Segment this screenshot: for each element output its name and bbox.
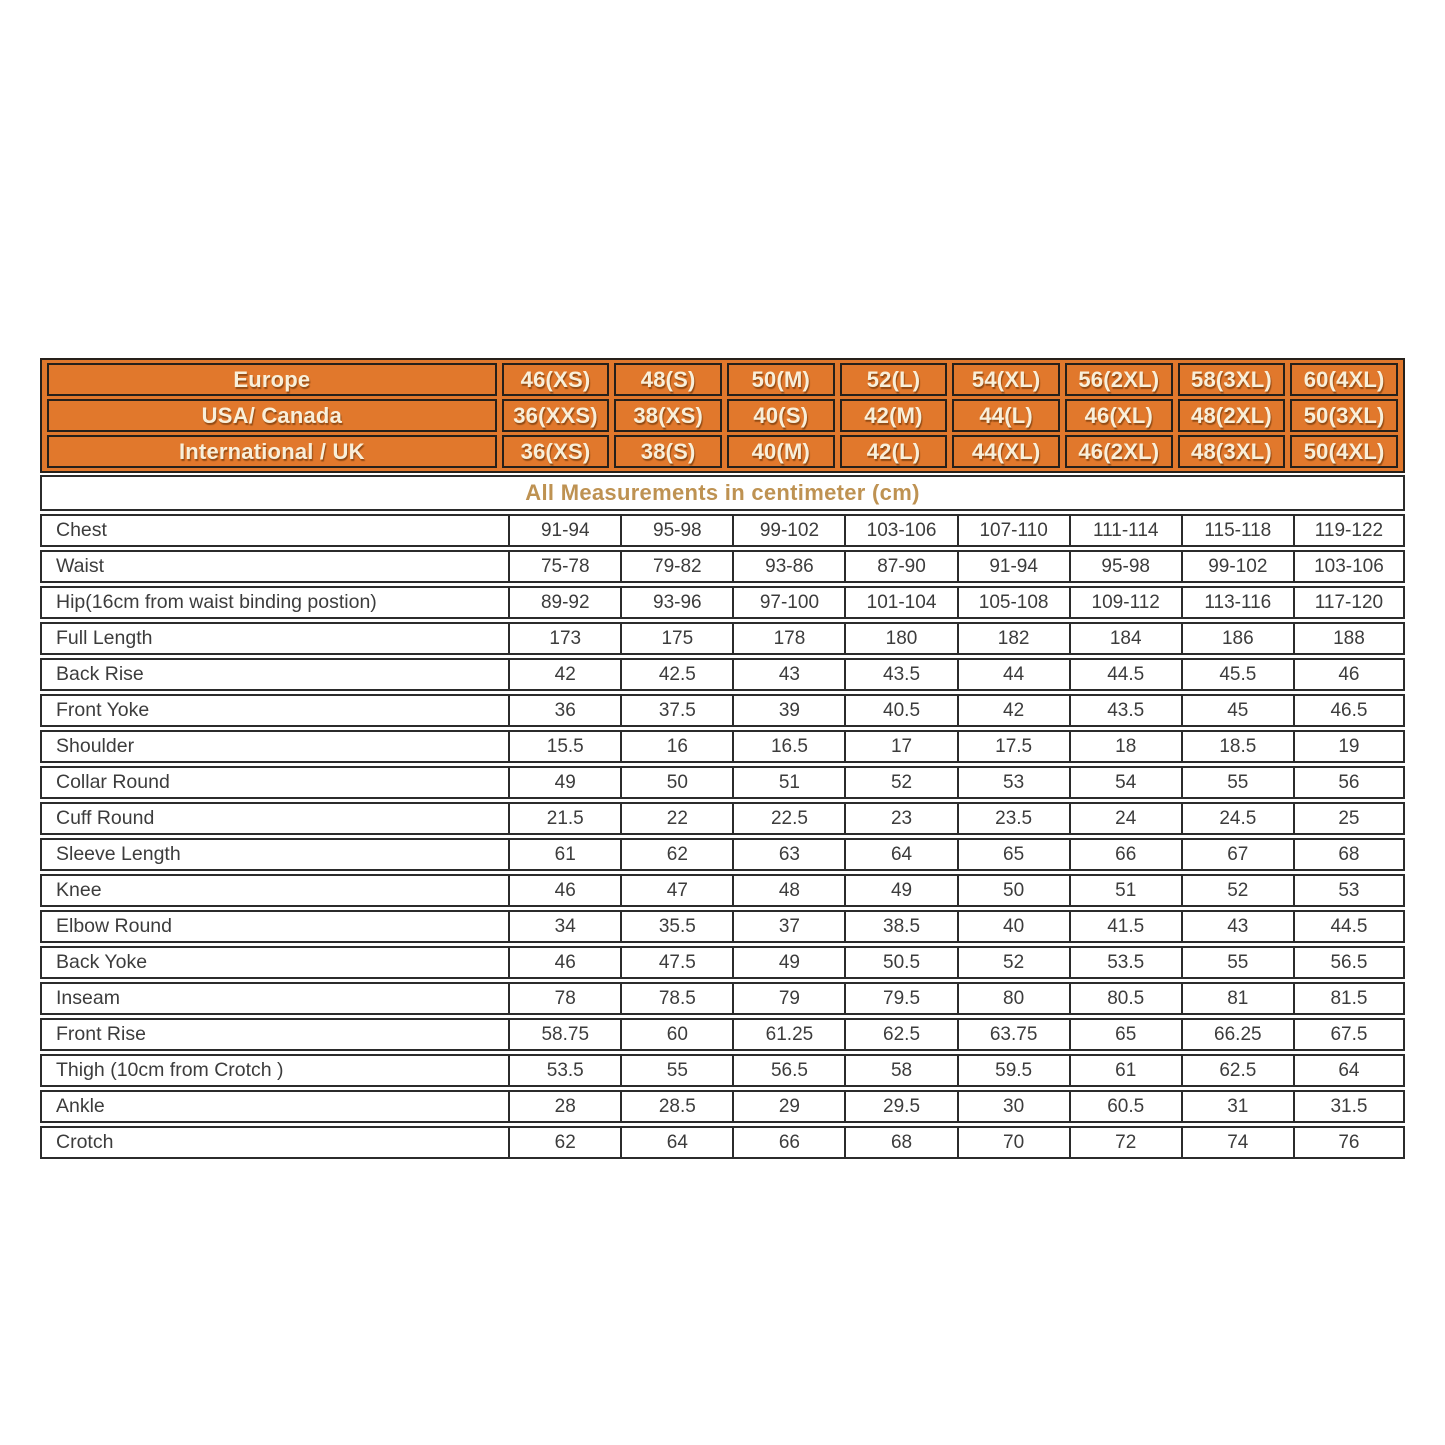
- measurement-value: 55: [620, 1054, 732, 1087]
- measurement-row: [40, 910, 1405, 943]
- measurement-value: 72: [1069, 1126, 1181, 1159]
- measurement-value: 61.25: [732, 1018, 844, 1051]
- measurement-value: 43: [732, 658, 844, 691]
- measurement-value: 50: [620, 766, 732, 799]
- measurement-value: 64: [1293, 1054, 1405, 1087]
- measurement-value: 37: [732, 910, 844, 943]
- measurement-value: 53.5: [508, 1054, 620, 1087]
- size-header-cell: 48(S): [614, 363, 722, 396]
- measurement-row: [40, 730, 1405, 763]
- measurement-value: 49: [844, 874, 956, 907]
- size-header-cell: 42(M): [840, 399, 948, 432]
- measurement-value: 79-82: [620, 550, 732, 583]
- measurement-row: [40, 874, 1405, 907]
- size-header-cell: 50(4XL): [1290, 435, 1398, 468]
- measurement-value: 49: [732, 946, 844, 979]
- measurement-value: 107-110: [957, 514, 1069, 547]
- measurement-row: [40, 514, 1405, 547]
- measurement-label: Front Rise: [40, 1018, 508, 1051]
- size-header-row: [47, 435, 1398, 468]
- size-header-cell: 60(4XL): [1290, 363, 1398, 396]
- measurement-value: 44.5: [1293, 910, 1405, 943]
- measurement-value: 76: [1293, 1126, 1405, 1159]
- measurement-label: Elbow Round: [40, 910, 508, 943]
- measurement-value: 23: [844, 802, 956, 835]
- size-header-body: [47, 363, 1398, 468]
- measurement-row: [40, 1018, 1405, 1051]
- measurement-value: 52: [844, 766, 956, 799]
- measurement-value: 63: [732, 838, 844, 871]
- measurement-label: Chest: [40, 514, 508, 547]
- measurement-value: 15.5: [508, 730, 620, 763]
- measurement-value: 103-106: [844, 514, 956, 547]
- measurement-value: 19: [1293, 730, 1405, 763]
- measurement-value: 30: [957, 1090, 1069, 1123]
- region-label: International / UK: [47, 435, 497, 468]
- measurement-value: 61: [1069, 1054, 1181, 1087]
- measurement-label: Back Rise: [40, 658, 508, 691]
- size-header-cell: 46(2XL): [1065, 435, 1173, 468]
- measurement-value: 47: [620, 874, 732, 907]
- measurement-value: 115-118: [1181, 514, 1293, 547]
- measurement-value: 62: [508, 1126, 620, 1159]
- measurement-value: 178: [732, 622, 844, 655]
- measurement-value: 54: [1069, 766, 1181, 799]
- measurement-row: [40, 658, 1405, 691]
- measurement-value: 64: [620, 1126, 732, 1159]
- measurement-value: 58.75: [508, 1018, 620, 1051]
- measurement-value: 16: [620, 730, 732, 763]
- measurement-value: 67.5: [1293, 1018, 1405, 1051]
- measurement-value: 60.5: [1069, 1090, 1181, 1123]
- measurement-value: 61: [508, 838, 620, 871]
- measurement-value: 56.5: [732, 1054, 844, 1087]
- measurement-value: 51: [1069, 874, 1181, 907]
- measurement-value: 63.75: [957, 1018, 1069, 1051]
- measurement-label: Shoulder: [40, 730, 508, 763]
- measurement-value: 79: [732, 982, 844, 1015]
- measurement-value: 49: [508, 766, 620, 799]
- measurement-value: 78.5: [620, 982, 732, 1015]
- size-header-table: [40, 358, 1405, 473]
- measurement-value: 66: [1069, 838, 1181, 871]
- measurement-value: 113-116: [1181, 586, 1293, 619]
- measurement-value: 78: [508, 982, 620, 1015]
- measurement-value: 101-104: [844, 586, 956, 619]
- measurement-value: 45.5: [1181, 658, 1293, 691]
- size-header-cell: 54(XL): [952, 363, 1060, 396]
- measurement-label: Front Yoke: [40, 694, 508, 727]
- measurement-value: 87-90: [844, 550, 956, 583]
- measurement-value: 42: [957, 694, 1069, 727]
- measurement-value: 70: [957, 1126, 1069, 1159]
- size-header-cell: 36(XS): [502, 435, 610, 468]
- measurement-value: 173: [508, 622, 620, 655]
- measurement-value: 24: [1069, 802, 1181, 835]
- measurement-value: 46: [1293, 658, 1405, 691]
- measurement-value: 74: [1181, 1126, 1293, 1159]
- size-chart: [40, 358, 1405, 1162]
- measurement-value: 53: [957, 766, 1069, 799]
- measurement-value: 40.5: [844, 694, 956, 727]
- measurement-value: 91-94: [508, 514, 620, 547]
- measurement-value: 111-114: [1069, 514, 1181, 547]
- units-note-bar: [40, 475, 1405, 511]
- measurement-label: Crotch: [40, 1126, 508, 1159]
- measurement-label: Waist: [40, 550, 508, 583]
- size-header-cell: 48(2XL): [1178, 399, 1286, 432]
- measurement-value: 46: [508, 946, 620, 979]
- measurement-value: 93-86: [732, 550, 844, 583]
- measurement-value: 180: [844, 622, 956, 655]
- measurement-value: 31: [1181, 1090, 1293, 1123]
- measurement-value: 93-96: [620, 586, 732, 619]
- measurement-value: 68: [1293, 838, 1405, 871]
- size-header-row: [47, 363, 1398, 396]
- measurement-value: 66: [732, 1126, 844, 1159]
- size-header-cell: 38(XS): [614, 399, 722, 432]
- size-header-cell: 58(3XL): [1178, 363, 1286, 396]
- measurement-value: 95-98: [1069, 550, 1181, 583]
- measurement-value: 60: [620, 1018, 732, 1051]
- measurement-value: 188: [1293, 622, 1405, 655]
- measurement-value: 42: [508, 658, 620, 691]
- measurement-value: 81: [1181, 982, 1293, 1015]
- measurement-row: [40, 982, 1405, 1015]
- measurement-value: 47.5: [620, 946, 732, 979]
- size-header-cell: 40(S): [727, 399, 835, 432]
- region-label: Europe: [47, 363, 497, 396]
- measurement-value: 55: [1181, 946, 1293, 979]
- measurement-value: 66.25: [1181, 1018, 1293, 1051]
- measurements-body: [40, 514, 1405, 1159]
- measurement-value: 103-106: [1293, 550, 1405, 583]
- measurement-row: [40, 694, 1405, 727]
- measurement-value: 80.5: [1069, 982, 1181, 1015]
- measurement-value: 64: [844, 838, 956, 871]
- measurement-label: Knee: [40, 874, 508, 907]
- measurement-value: 43.5: [844, 658, 956, 691]
- measurement-value: 17: [844, 730, 956, 763]
- measurement-value: 65: [957, 838, 1069, 871]
- measurement-value: 38.5: [844, 910, 956, 943]
- measurement-value: 39: [732, 694, 844, 727]
- measurement-value: 50: [957, 874, 1069, 907]
- measurement-value: 95-98: [620, 514, 732, 547]
- measurement-value: 105-108: [957, 586, 1069, 619]
- measurement-value: 52: [957, 946, 1069, 979]
- measurement-row: [40, 802, 1405, 835]
- measurement-value: 18.5: [1181, 730, 1293, 763]
- size-header-cell: 36(XXS): [502, 399, 610, 432]
- measurement-value: 53: [1293, 874, 1405, 907]
- units-note-text: All Measurements in centimeter (cm): [525, 480, 920, 505]
- measurement-value: 46: [508, 874, 620, 907]
- measurement-value: 51: [732, 766, 844, 799]
- measurement-value: 79.5: [844, 982, 956, 1015]
- measurement-value: 42.5: [620, 658, 732, 691]
- measurement-value: 184: [1069, 622, 1181, 655]
- size-header-cell: 46(XL): [1065, 399, 1173, 432]
- measurement-row: [40, 586, 1405, 619]
- measurement-value: 56.5: [1293, 946, 1405, 979]
- size-header-cell: 40(M): [727, 435, 835, 468]
- measurement-value: 99-102: [1181, 550, 1293, 583]
- measurement-value: 25: [1293, 802, 1405, 835]
- measurement-value: 41.5: [1069, 910, 1181, 943]
- measurement-value: 91-94: [957, 550, 1069, 583]
- measurement-label: Sleeve Length: [40, 838, 508, 871]
- measurement-row: [40, 1054, 1405, 1087]
- measurement-row: [40, 622, 1405, 655]
- size-header-cell: 46(XS): [502, 363, 610, 396]
- measurement-value: 40: [957, 910, 1069, 943]
- measurement-value: 67: [1181, 838, 1293, 871]
- size-header-cell: 42(L): [840, 435, 948, 468]
- measurement-value: 35.5: [620, 910, 732, 943]
- measurement-value: 58: [844, 1054, 956, 1087]
- measurement-value: 37.5: [620, 694, 732, 727]
- measurement-value: 97-100: [732, 586, 844, 619]
- size-header-cell: 44(L): [952, 399, 1060, 432]
- measurement-value: 24.5: [1181, 802, 1293, 835]
- measurement-label: Collar Round: [40, 766, 508, 799]
- measurement-value: 36: [508, 694, 620, 727]
- size-header-cell: 38(S): [614, 435, 722, 468]
- measurement-value: 17.5: [957, 730, 1069, 763]
- measurement-value: 45: [1181, 694, 1293, 727]
- measurement-value: 119-122: [1293, 514, 1405, 547]
- measurement-value: 99-102: [732, 514, 844, 547]
- measurement-value: 68: [844, 1126, 956, 1159]
- measurement-value: 46.5: [1293, 694, 1405, 727]
- measurement-value: 29: [732, 1090, 844, 1123]
- measurement-value: 28: [508, 1090, 620, 1123]
- measurement-label: Back Yoke: [40, 946, 508, 979]
- measurement-label: Full Length: [40, 622, 508, 655]
- measurement-row: [40, 550, 1405, 583]
- size-header-cell: 50(3XL): [1290, 399, 1398, 432]
- measurement-value: 48: [732, 874, 844, 907]
- measurement-value: 62.5: [844, 1018, 956, 1051]
- measurement-value: 43: [1181, 910, 1293, 943]
- measurement-value: 43.5: [1069, 694, 1181, 727]
- size-header-cell: 52(L): [840, 363, 948, 396]
- measurement-value: 109-112: [1069, 586, 1181, 619]
- measurement-label: Ankle: [40, 1090, 508, 1123]
- measurement-value: 117-120: [1293, 586, 1405, 619]
- measurement-value: 53.5: [1069, 946, 1181, 979]
- measurement-value: 186: [1181, 622, 1293, 655]
- measurement-value: 50.5: [844, 946, 956, 979]
- measurement-value: 81.5: [1293, 982, 1405, 1015]
- measurement-label: Thigh (10cm from Crotch ): [40, 1054, 508, 1087]
- measurement-value: 22.5: [732, 802, 844, 835]
- measurements-table: [40, 511, 1405, 1162]
- measurement-value: 23.5: [957, 802, 1069, 835]
- measurement-value: 62: [620, 838, 732, 871]
- measurement-value: 56: [1293, 766, 1405, 799]
- measurement-row: [40, 838, 1405, 871]
- measurement-label: Cuff Round: [40, 802, 508, 835]
- measurement-value: 22: [620, 802, 732, 835]
- measurement-value: 29.5: [844, 1090, 956, 1123]
- measurement-value: 55: [1181, 766, 1293, 799]
- measurement-value: 182: [957, 622, 1069, 655]
- measurement-row: [40, 1126, 1405, 1159]
- measurement-value: 52: [1181, 874, 1293, 907]
- size-header-cell: 44(XL): [952, 435, 1060, 468]
- size-header-row: [47, 399, 1398, 432]
- measurement-value: 34: [508, 910, 620, 943]
- measurement-label: Hip(16cm from waist binding postion): [40, 586, 508, 619]
- measurement-row: [40, 946, 1405, 979]
- measurement-value: 59.5: [957, 1054, 1069, 1087]
- size-header-cell: 48(3XL): [1178, 435, 1286, 468]
- measurement-value: 31.5: [1293, 1090, 1405, 1123]
- size-header-cell: 50(M): [727, 363, 835, 396]
- measurement-value: 175: [620, 622, 732, 655]
- measurement-value: 18: [1069, 730, 1181, 763]
- measurement-value: 28.5: [620, 1090, 732, 1123]
- measurement-value: 62.5: [1181, 1054, 1293, 1087]
- measurement-value: 16.5: [732, 730, 844, 763]
- measurement-row: [40, 766, 1405, 799]
- measurement-value: 44.5: [1069, 658, 1181, 691]
- measurement-label: Inseam: [40, 982, 508, 1015]
- region-label: USA/ Canada: [47, 399, 497, 432]
- measurement-row: [40, 1090, 1405, 1123]
- measurement-value: 89-92: [508, 586, 620, 619]
- measurement-value: 75-78: [508, 550, 620, 583]
- measurement-value: 80: [957, 982, 1069, 1015]
- size-header-cell: 56(2XL): [1065, 363, 1173, 396]
- measurement-value: 65: [1069, 1018, 1181, 1051]
- measurement-value: 21.5: [508, 802, 620, 835]
- measurement-value: 44: [957, 658, 1069, 691]
